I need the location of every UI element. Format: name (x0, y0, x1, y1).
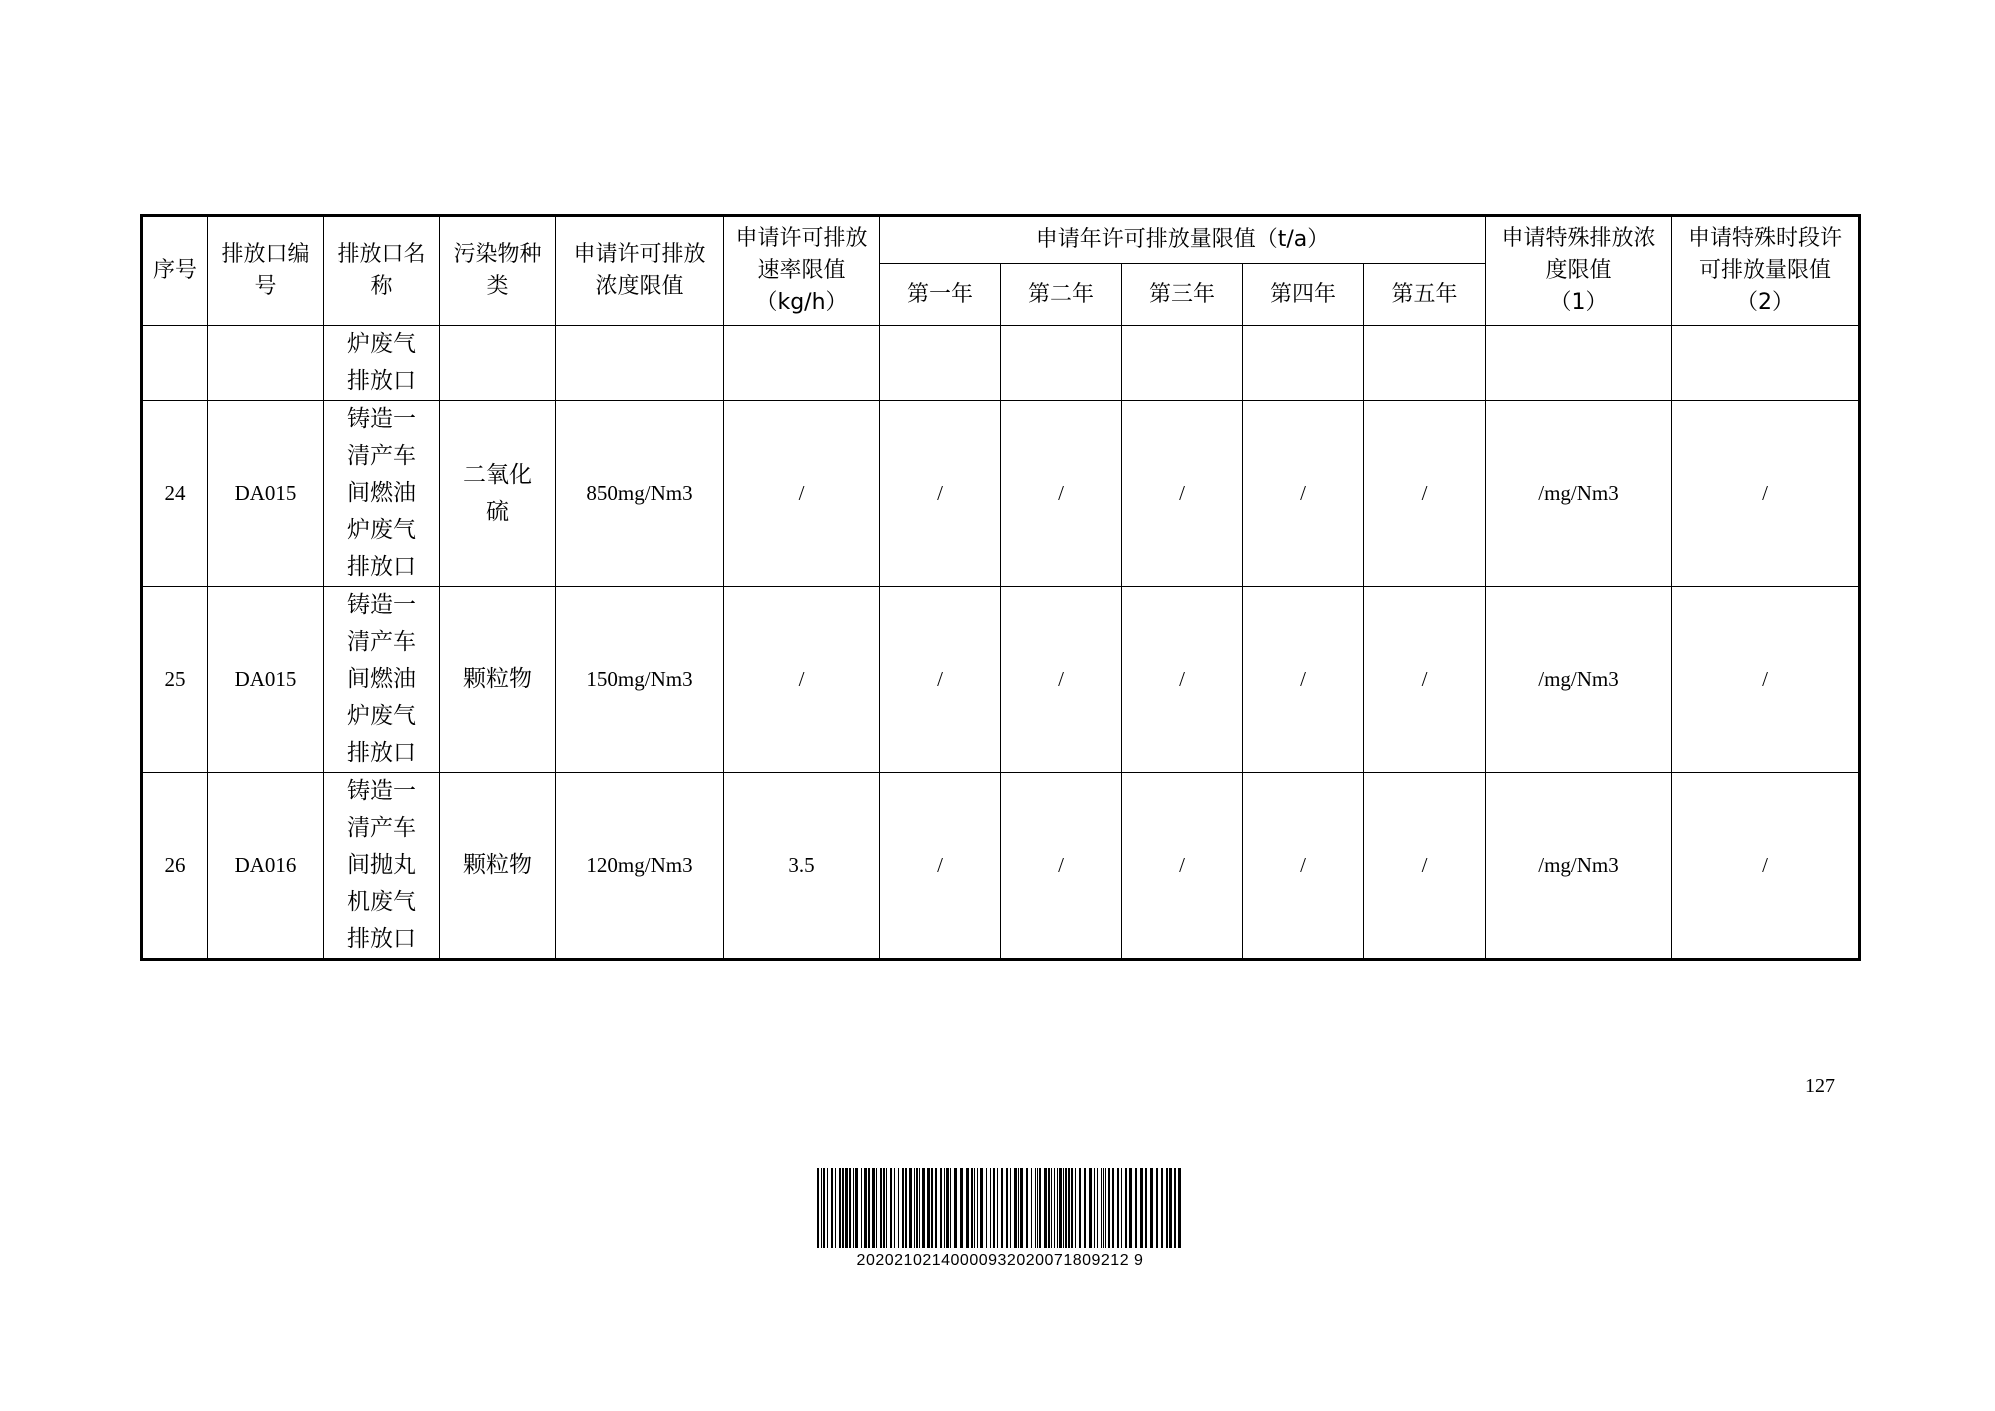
cell-code: DA015 (208, 587, 324, 773)
barcode-bar (993, 1168, 995, 1248)
barcode-bar (835, 1168, 836, 1248)
header-special-conc: 申请特殊排放浓 度限值 （1） (1486, 216, 1672, 326)
barcode-bar (890, 1168, 892, 1248)
barcode-bar (845, 1168, 848, 1248)
header-rate-limit: 申请许可排放 速率限值 （kg/h） (724, 216, 880, 326)
barcode-bar (990, 1168, 991, 1248)
barcode-bar (853, 1168, 854, 1248)
cell-special-conc: /mg/Nm3 (1486, 401, 1672, 587)
barcode-bar (849, 1168, 851, 1248)
barcode-bar (1097, 1168, 1098, 1248)
barcode-bar (1169, 1168, 1172, 1248)
cell-conc (556, 326, 724, 401)
barcode-bar (1121, 1168, 1122, 1248)
cell-code (208, 326, 324, 401)
cell-special-conc: /mg/Nm3 (1486, 587, 1672, 773)
cell-conc: 150mg/Nm3 (556, 587, 724, 773)
header-year-4: 第四年 (1243, 264, 1364, 326)
cell-year-3: / (1122, 587, 1243, 773)
barcode-bar (1059, 1168, 1062, 1248)
barcode-bar (971, 1168, 973, 1248)
cell-conc: 850mg/Nm3 (556, 401, 724, 587)
barcode-bar (868, 1168, 870, 1248)
barcode-bar (864, 1168, 867, 1248)
barcode-bar (1010, 1168, 1011, 1248)
cell-year-2: / (1001, 587, 1122, 773)
barcode-bar (954, 1168, 957, 1248)
barcode-bar (919, 1168, 920, 1248)
header-year-2: 第二年 (1001, 264, 1122, 326)
barcode-bar (935, 1168, 937, 1248)
barcode-bar (1051, 1168, 1052, 1248)
barcode-bar (876, 1168, 877, 1248)
cell-year-3: / (1122, 773, 1243, 960)
cell-seq (142, 326, 208, 401)
barcode-bar (1075, 1168, 1076, 1248)
cell-year-5 (1364, 326, 1486, 401)
barcode-bar (1178, 1168, 1181, 1248)
header-pollutant: 污染物种 类 (440, 216, 556, 326)
barcode-bar (946, 1168, 949, 1248)
cell-code: DA015 (208, 401, 324, 587)
barcode-bar (1065, 1168, 1067, 1248)
barcode-bar (902, 1168, 904, 1248)
barcode-number: 20202102140000932020071809212 9 (856, 1252, 1144, 1269)
barcode-bar (1140, 1168, 1143, 1248)
barcode-bar (1103, 1168, 1104, 1248)
barcode-bar (977, 1168, 978, 1248)
barcode-bar (986, 1168, 987, 1248)
barcode-bar (1108, 1168, 1110, 1248)
cell-special-conc: /mg/Nm3 (1486, 773, 1672, 960)
barcode-bar (950, 1168, 951, 1248)
cell-seq: 25 (142, 587, 208, 773)
barcode-bar (1112, 1168, 1114, 1248)
barcode-bar (1135, 1168, 1137, 1248)
barcode-bar (1129, 1168, 1132, 1248)
barcode-bar (1084, 1168, 1086, 1248)
header-outlet-code: 排放口编 号 (208, 216, 324, 326)
cell-pollutant: 颗粒物 (440, 773, 556, 960)
barcode-bar (898, 1168, 899, 1248)
cell-name: 炉废气 排放口 (324, 326, 440, 401)
cell-conc: 120mg/Nm3 (556, 773, 724, 960)
barcode-bar (861, 1168, 862, 1248)
cell-pollutant: 二氧化 硫 (440, 401, 556, 587)
barcode-bar (821, 1168, 822, 1248)
header-seq: 序号 (142, 216, 208, 326)
barcode-bar (940, 1168, 942, 1248)
barcode-bar (842, 1168, 844, 1248)
barcode-bar (1156, 1168, 1158, 1248)
barcode-bar (1150, 1168, 1153, 1248)
cell-year-4: / (1243, 773, 1364, 960)
barcode-bar (1054, 1168, 1055, 1248)
barcode-bar (894, 1168, 895, 1248)
barcode-bar (905, 1168, 907, 1248)
cell-rate: 3.5 (724, 773, 880, 960)
barcode-bar (1063, 1168, 1064, 1248)
cell-year-4: / (1243, 587, 1364, 773)
header-year-1: 第一年 (880, 264, 1001, 326)
barcode-bar (944, 1168, 945, 1248)
cell-seq: 24 (142, 401, 208, 587)
cell-special-period: / (1672, 587, 1860, 773)
permit-emission-table (140, 214, 1861, 961)
cell-year-1: / (880, 401, 1001, 587)
barcode-bar (966, 1168, 969, 1248)
barcode-bar (839, 1168, 841, 1248)
barcode-bar (1089, 1168, 1092, 1248)
header-special-period: 申请特殊时段许 可排放量限值 （2） (1672, 216, 1860, 326)
barcode-bar (1044, 1168, 1047, 1248)
barcode-bar (1039, 1168, 1041, 1248)
cell-special-period: / (1672, 401, 1860, 587)
barcode-bar (974, 1168, 975, 1248)
barcode-bar (872, 1168, 875, 1248)
barcode-bar (960, 1168, 963, 1248)
cell-special-conc (1486, 326, 1672, 401)
cell-rate (724, 326, 880, 401)
header-year-3: 第三年 (1122, 264, 1243, 326)
header-year-5: 第五年 (1364, 264, 1486, 326)
cell-special-period: / (1672, 773, 1860, 960)
cell-pollutant (440, 326, 556, 401)
cell-seq: 26 (142, 773, 208, 960)
barcode-bar (1166, 1168, 1168, 1248)
barcode-bar (1037, 1168, 1038, 1248)
header-outlet-name: 排放口名 称 (324, 216, 440, 326)
barcode-bar (880, 1168, 882, 1248)
barcode-bar (1101, 1168, 1102, 1248)
cell-year-1 (880, 326, 1001, 401)
barcode-bar (855, 1168, 858, 1248)
cell-year-2: / (1001, 773, 1122, 960)
barcode-bar (823, 1168, 825, 1248)
barcode-bar (1094, 1168, 1095, 1248)
cell-special-period (1672, 326, 1860, 401)
barcode-bar (1014, 1168, 1017, 1248)
barcode-bar (1125, 1168, 1127, 1248)
cell-year-5: / (1364, 401, 1486, 587)
table-row (142, 401, 1860, 587)
cell-name: 铸造一 清产车 间抛丸 机废气 排放口 (324, 773, 440, 960)
cell-year-5: / (1364, 587, 1486, 773)
barcode-bar (1026, 1168, 1028, 1248)
cell-year-1: / (880, 587, 1001, 773)
cell-year-1: / (880, 773, 1001, 960)
cell-name: 铸造一 清产车 间燃油 炉废气 排放口 (324, 587, 440, 773)
barcode-bar (817, 1168, 819, 1248)
barcode-bar (1117, 1168, 1119, 1248)
header-annual-group: 申请年许可排放量限值（t/a） (880, 216, 1486, 264)
barcode-bar (922, 1168, 925, 1248)
barcode-bar (1031, 1168, 1032, 1248)
barcode-bar (1068, 1168, 1070, 1248)
barcode-bar (1145, 1168, 1147, 1248)
cell-code: DA016 (208, 773, 324, 960)
barcode-bar (909, 1168, 912, 1248)
barcode-image (815, 1168, 1185, 1248)
cell-year-3: / (1122, 401, 1243, 587)
barcode-bar (831, 1168, 833, 1248)
barcode-bar (1079, 1168, 1081, 1248)
cell-year-3 (1122, 326, 1243, 401)
barcode-bar (1057, 1168, 1058, 1248)
barcode-bar (1006, 1168, 1008, 1248)
barcode-bar (1174, 1168, 1176, 1248)
barcode-bar (1048, 1168, 1050, 1248)
barcode-bar (980, 1168, 983, 1248)
header-conc-limit: 申请许可排放 浓度限值 (556, 216, 724, 326)
barcode-bar (1018, 1168, 1019, 1248)
cell-pollutant: 颗粒物 (440, 587, 556, 773)
barcode-bar (914, 1168, 915, 1248)
table-row (142, 773, 1860, 960)
barcode-bar (827, 1168, 828, 1248)
barcode-bar (1035, 1168, 1036, 1248)
page-number: 127 (1805, 1075, 1835, 1097)
cell-year-4: / (1243, 401, 1364, 587)
barcode-bar (916, 1168, 918, 1248)
barcode-bar (1071, 1168, 1073, 1248)
table-row-continuation (142, 326, 1860, 401)
barcode-bar (931, 1168, 933, 1248)
barcode-bar (997, 1168, 998, 1248)
barcode-bar (886, 1168, 887, 1248)
cell-rate: / (724, 587, 880, 773)
barcode-bar (1161, 1168, 1163, 1248)
barcode-bar (927, 1168, 930, 1248)
cell-year-2: / (1001, 401, 1122, 587)
barcode-bar (883, 1168, 885, 1248)
table-row (142, 587, 1860, 773)
barcode-bar (1001, 1168, 1003, 1248)
barcode-bar (1105, 1168, 1106, 1248)
cell-year-5: / (1364, 773, 1486, 960)
cell-name: 铸造一 清产车 间燃油 炉废气 排放口 (324, 401, 440, 587)
cell-year-4 (1243, 326, 1364, 401)
barcode-bar (1020, 1168, 1023, 1248)
cell-year-2 (1001, 326, 1122, 401)
cell-rate: / (724, 401, 880, 587)
